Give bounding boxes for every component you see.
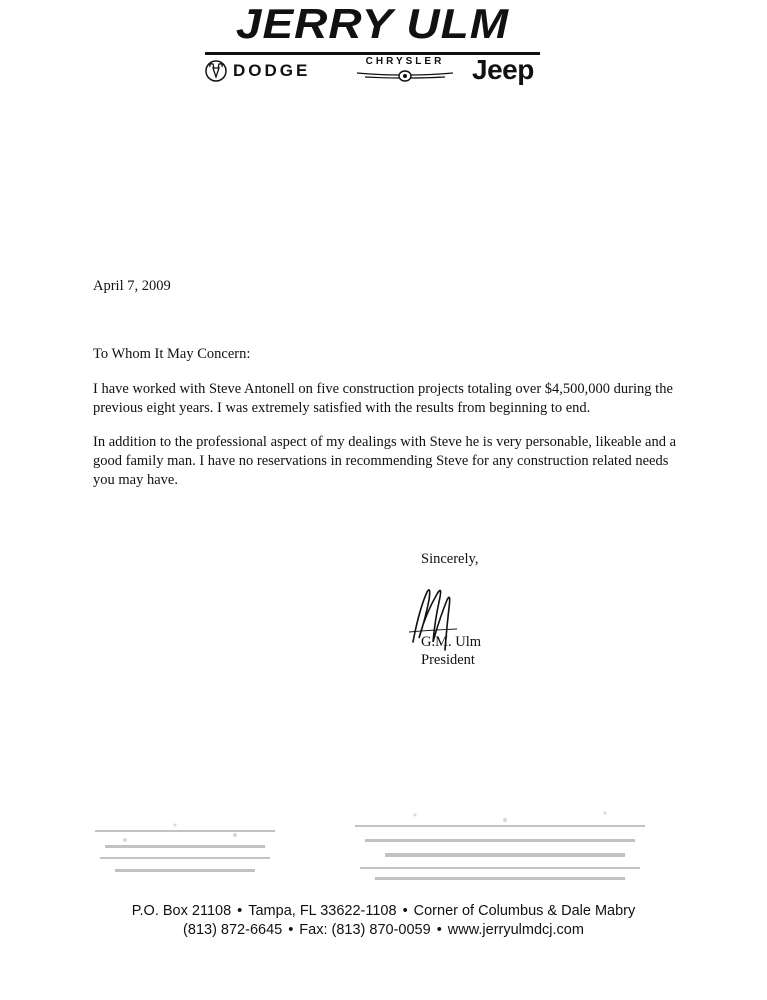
salutation: To Whom It May Concern:: [93, 346, 251, 362]
footer-location: Corner of Columbus & Dale Mabry: [413, 903, 636, 919]
dodge-label: DODGE: [233, 61, 311, 80]
footer-contact: [0, 922, 767, 938]
dodge-brand: [205, 58, 310, 84]
footer-city: Tampa, FL 33622-1108: [248, 903, 397, 919]
letter-date: April 7, 2009: [93, 278, 171, 294]
footer-separator: •: [402, 903, 408, 919]
jeep-brand: Jeep: [472, 54, 534, 85]
signer-name: G.M. Ulm: [421, 634, 482, 650]
closing: Sincerely,: [421, 551, 479, 567]
ram-head-icon: [205, 60, 227, 82]
letterhead: [0, 0, 767, 110]
chrysler-wings-icon: [355, 67, 455, 83]
footer-fax: Fax: (813) 870-0059: [299, 922, 431, 938]
faded-award-seals: [85, 795, 685, 895]
body-paragraph: In addition to the professional aspect of my dealings with Steve he is very personable, likeable and a good family man. I have no reservations in recommending Steve for any construction related needs you may have.: [93, 434, 677, 488]
footer-separator: •: [237, 903, 243, 919]
signer-title: President: [421, 652, 475, 668]
footer-address: [0, 903, 767, 919]
chrysler-brand: [345, 56, 465, 88]
footer-separator: •: [288, 922, 294, 938]
footer-separator: •: [436, 922, 442, 938]
body-paragraph: I have worked with Steve Antonell on five construction projects totaling over $4,500,000 during the previous eight years. I was extremely satisfied with the results from beginning to end.: [93, 381, 673, 416]
footer-website: www.jerryulmdcj.com: [447, 922, 584, 938]
footer-po-box: P.O. Box 21108: [131, 903, 232, 919]
company-name: JERRY ULM: [235, 0, 510, 47]
chrysler-label: CHRYSLER: [365, 56, 445, 67]
footer-phone: (813) 872-6645: [183, 922, 283, 938]
